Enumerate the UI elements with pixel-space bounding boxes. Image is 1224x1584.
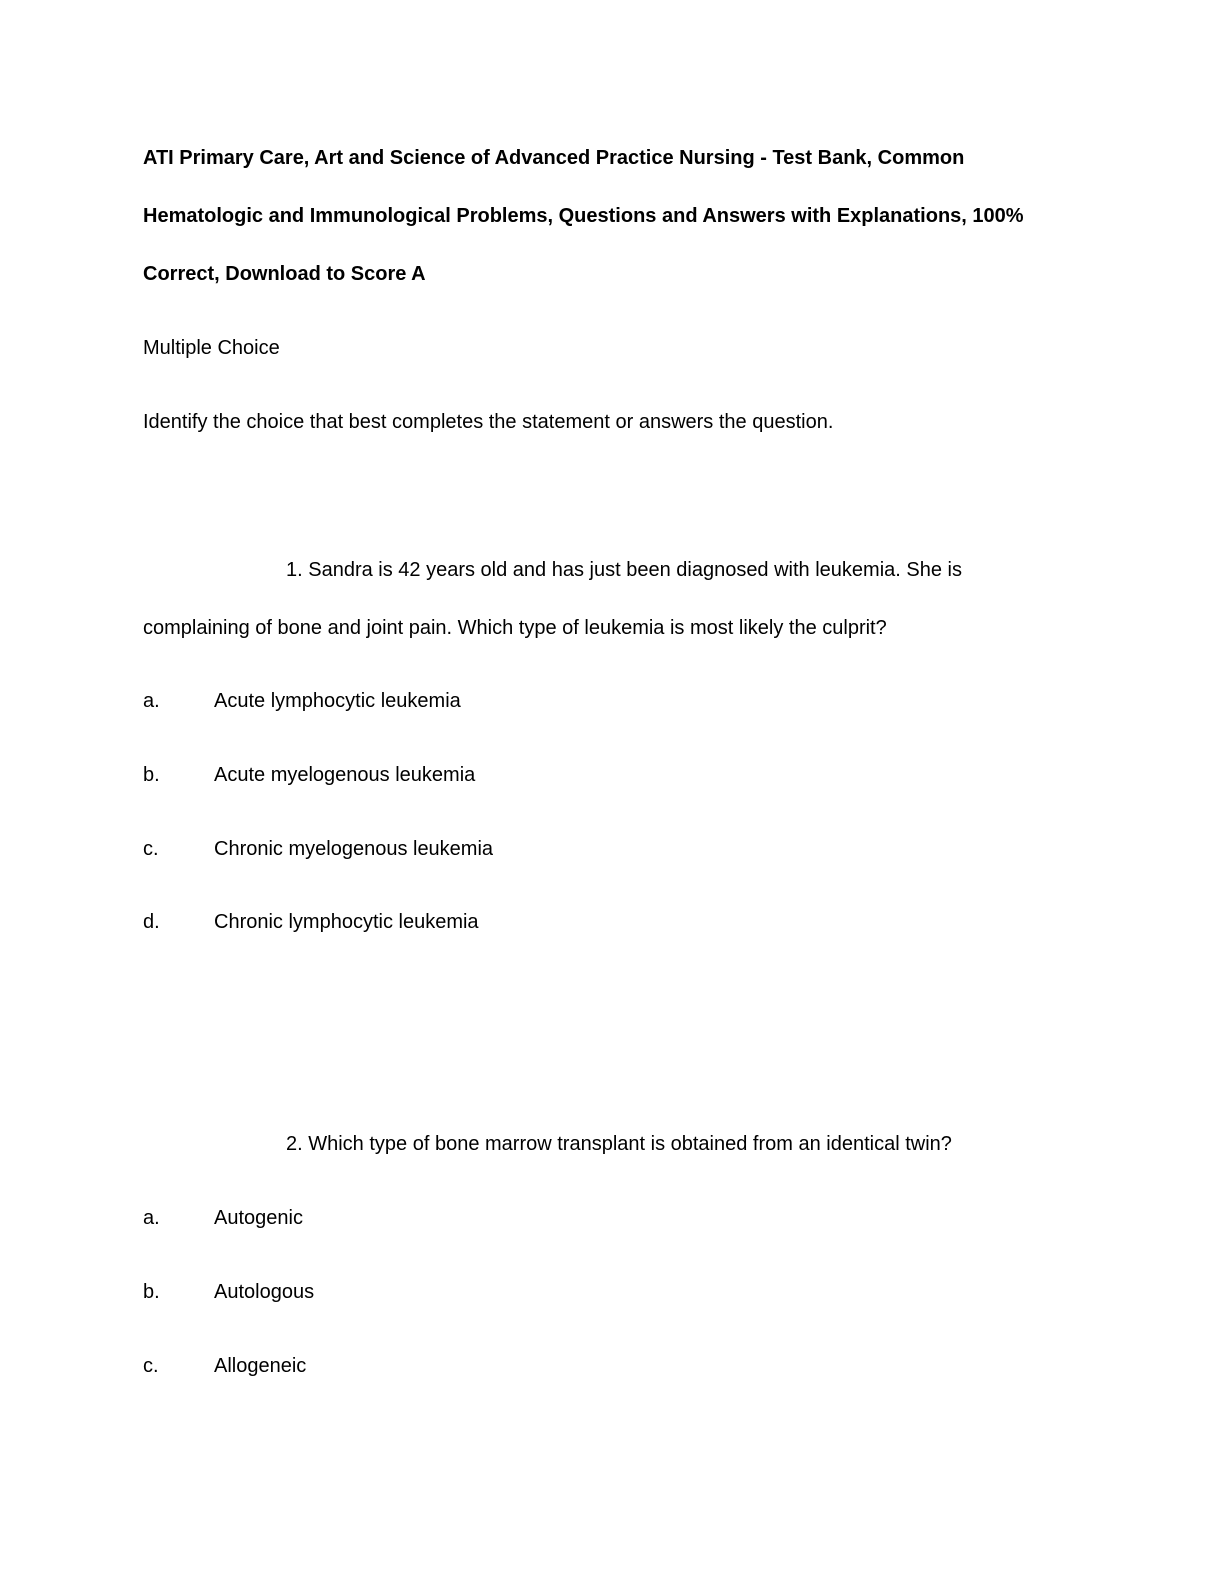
document-title-line-2: Hematologic and Immunological Problems, Questions and Answers with Explanations, 100% xyxy=(143,205,1024,227)
option-text: Acute lymphocytic leukemia xyxy=(214,690,461,712)
option-text: Chronic lymphocytic leukemia xyxy=(214,911,479,933)
question-1-stem-line-1: 1. Sandra is 42 years old and has just been diagnosed with leukemia. She is xyxy=(286,559,962,581)
option-letter: a. xyxy=(143,690,160,712)
option-letter: c. xyxy=(143,838,159,860)
option-letter: d. xyxy=(143,911,160,933)
option-text: Chronic myelogenous leukemia xyxy=(214,838,494,860)
option-letter: b. xyxy=(143,764,160,786)
question-2-stem-line-1: 2. Which type of bone marrow transplant is obtained from an identical twin? xyxy=(286,1133,952,1155)
document-title-line-1: ATI Primary Care, Art and Science of Advanced Practice Nursing - Test Bank, Common xyxy=(143,147,965,169)
option-text: Autogenic xyxy=(214,1207,303,1229)
option-text: Allogeneic xyxy=(214,1355,307,1377)
option-letter: a. xyxy=(143,1207,160,1229)
instructions-text: Identify the choice that best completes the statement or answers the question. xyxy=(143,411,834,433)
option-text: Autologous xyxy=(214,1281,315,1303)
option-letter: c. xyxy=(143,1355,159,1377)
section-heading: Multiple Choice xyxy=(143,337,280,359)
document-title-line-3: Correct, Download to Score A xyxy=(143,263,426,285)
option-letter: b. xyxy=(143,1281,160,1303)
option-text: Acute myelogenous leukemia xyxy=(214,764,476,786)
question-1-stem-line-2: complaining of bone and joint pain. Which type of leukemia is most likely the culprit? xyxy=(143,617,887,639)
